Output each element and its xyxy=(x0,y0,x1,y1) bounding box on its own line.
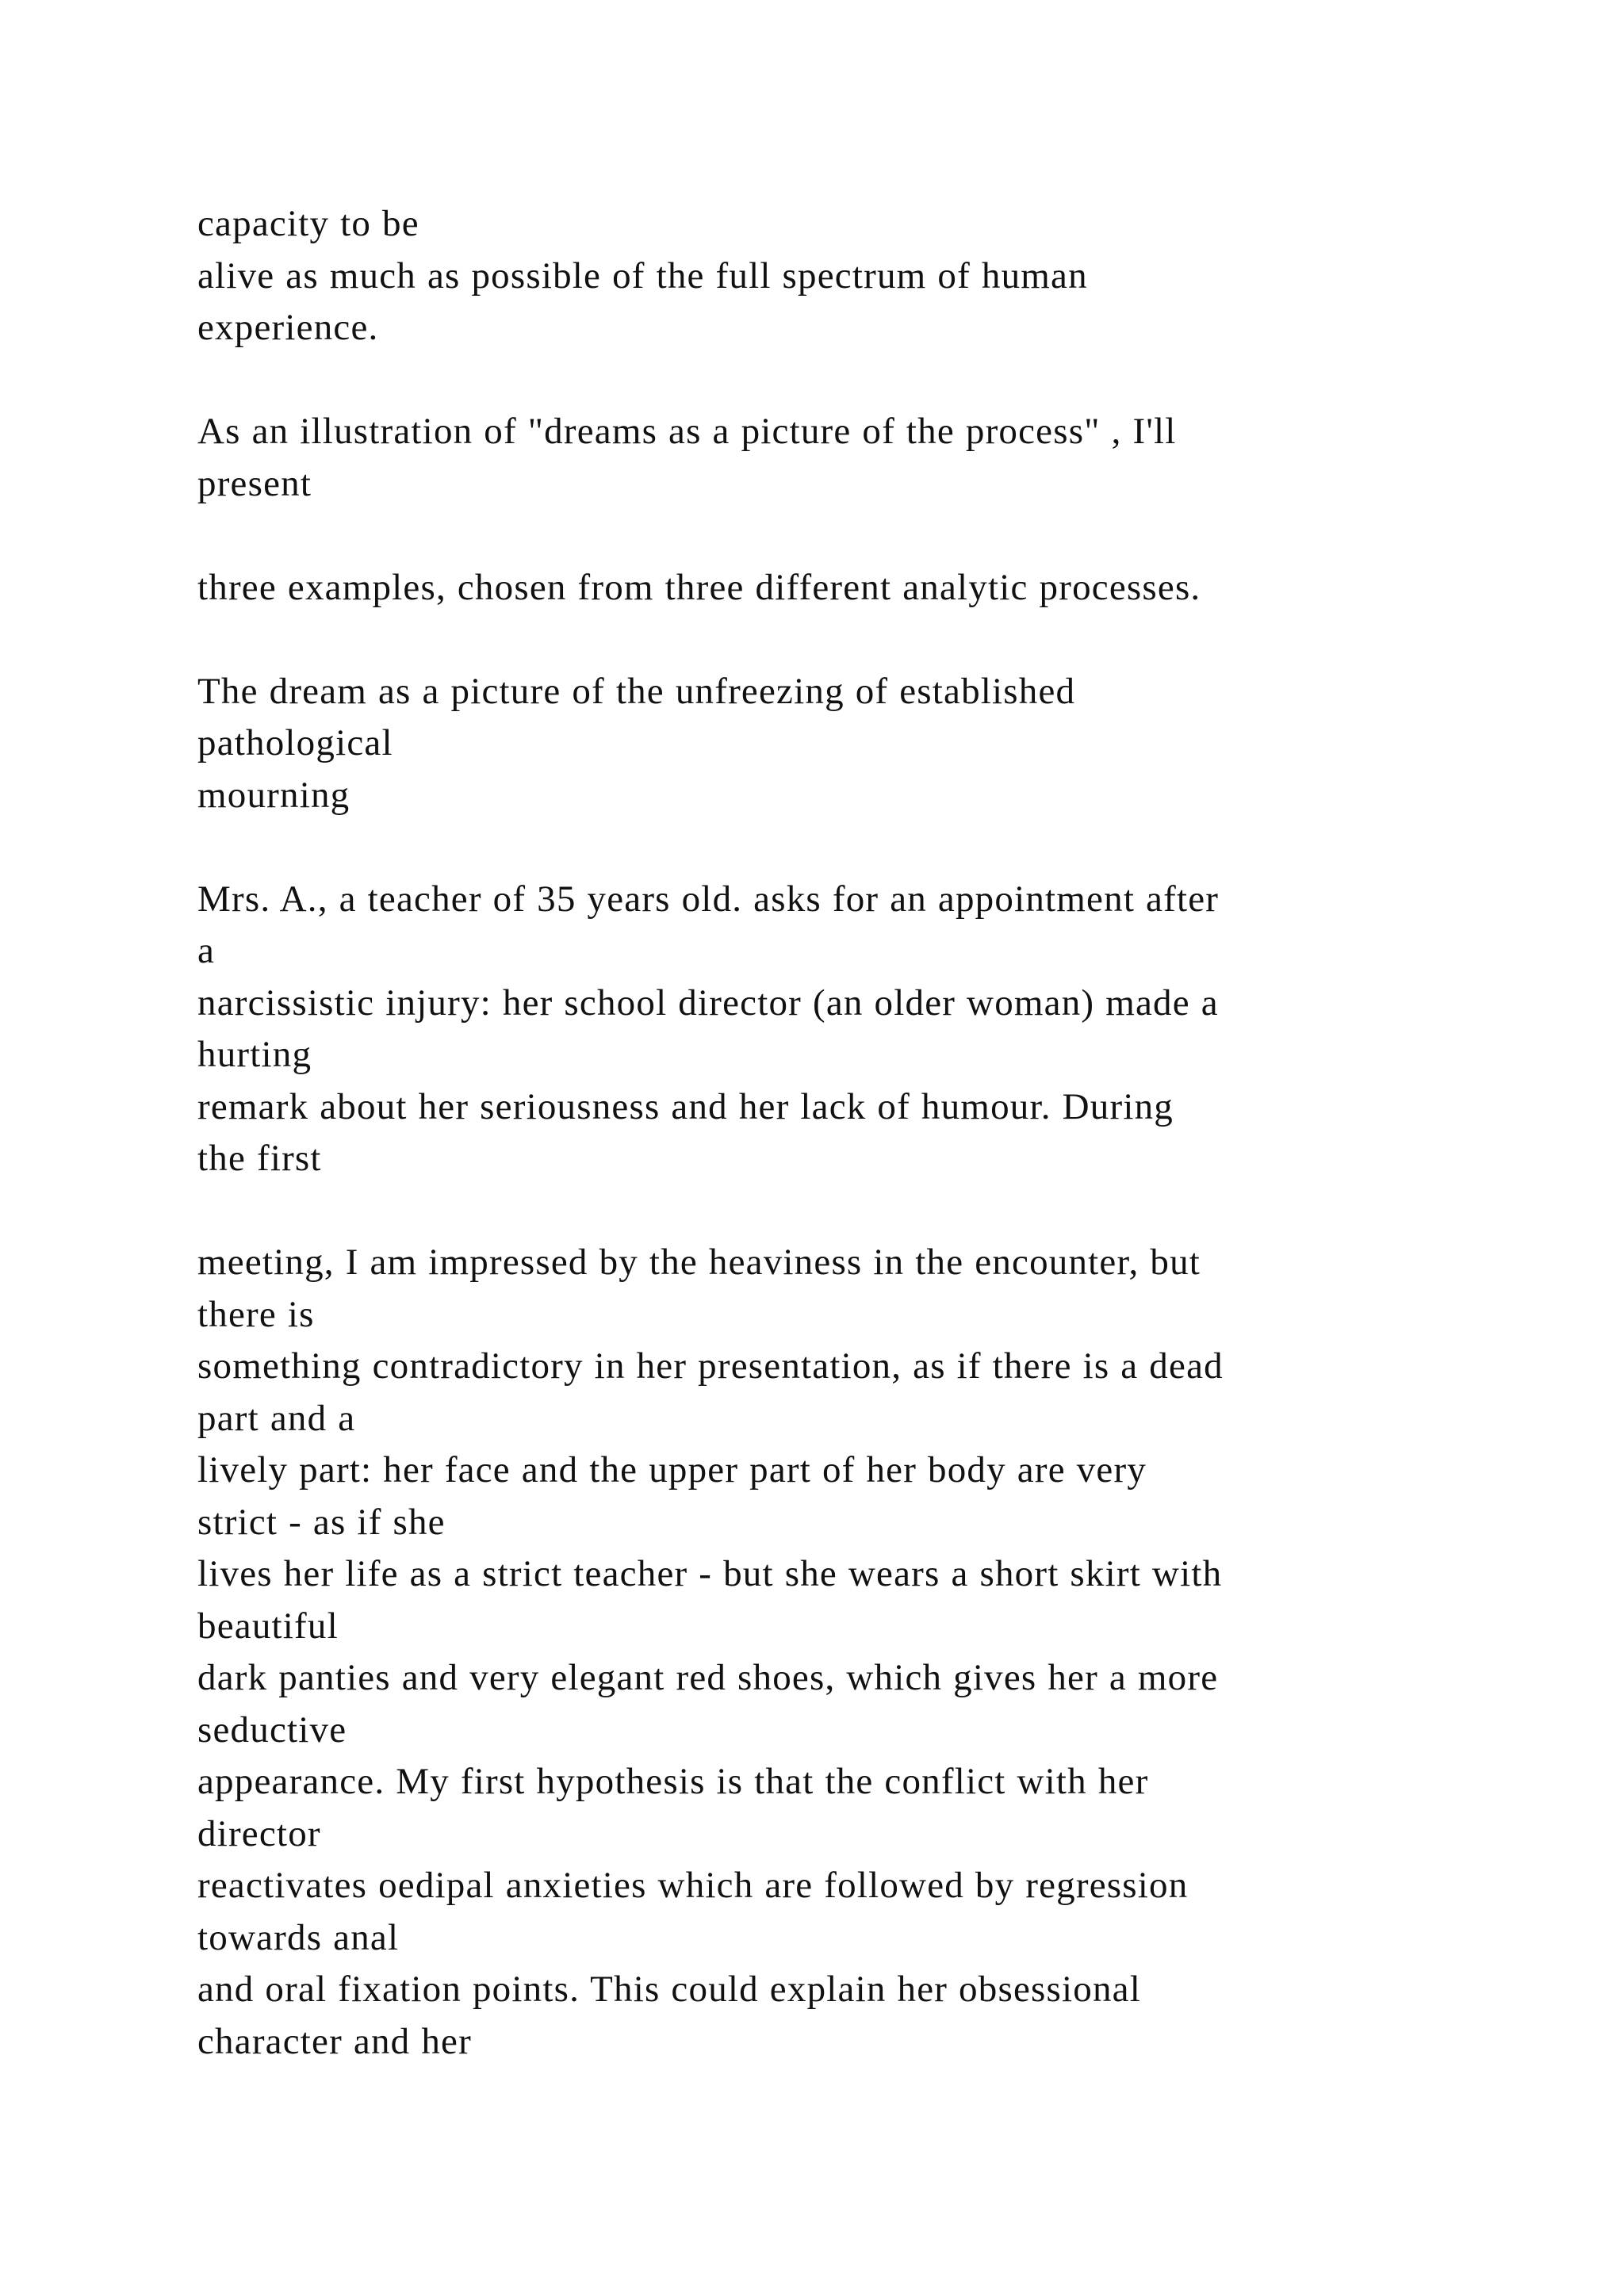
text-line: something contradictory in her presentation, as if there is a dead xyxy=(197,1345,1224,1387)
text-line: beautiful xyxy=(197,1605,339,1647)
text-line: director xyxy=(197,1812,321,1854)
text-line: remark about her seriousness and her lack of humour. During xyxy=(197,1085,1174,1127)
text-line: capacity to be xyxy=(197,203,419,244)
blank-line xyxy=(197,821,1545,874)
text-line: and oral fixation points. This could explain her obsessional xyxy=(197,1969,1141,2010)
text-line: there is xyxy=(197,1293,315,1335)
text-line: Mrs. A., a teacher of 35 years old. asks for an appointment after xyxy=(197,878,1220,920)
text-line: part and a xyxy=(197,1397,356,1439)
text-line: character and her xyxy=(197,2020,472,2062)
text-line: alive as much as possible of the full spectrum of human xyxy=(197,254,1088,297)
blank-line xyxy=(197,1185,1545,1238)
text-line: towards anal xyxy=(197,1916,400,1958)
text-line: three examples, chosen from three different analytic processes. xyxy=(197,566,1201,608)
text-line: experience. xyxy=(197,307,379,348)
blank-line xyxy=(197,614,1545,666)
blank-line xyxy=(197,354,1545,407)
text-line: As an illustration of "dreams as a picture of the process" , I'll xyxy=(197,411,1177,452)
section-heading-line: The dream as a picture of the unfreezing of established xyxy=(197,670,1076,712)
text-line: present xyxy=(197,462,312,504)
blank-line xyxy=(197,510,1545,562)
section-heading-line: mourning xyxy=(197,774,350,816)
text-line: the first xyxy=(197,1138,322,1179)
text-line: narcissistic injury: her school director (an older woman) made a xyxy=(197,982,1219,1024)
text-line: lives her life as a strict teacher - but she wears a short skirt with xyxy=(197,1553,1223,1594)
section-heading-line: pathological xyxy=(197,722,393,763)
text-line: seductive xyxy=(197,1709,347,1751)
text-line: strict - as if she xyxy=(197,1501,446,1543)
text-line: meeting, I am impressed by the heaviness in the encounter, but xyxy=(197,1242,1201,1283)
text-line: lively part: her face and the upper part of her body are very xyxy=(197,1449,1147,1490)
text-line: a xyxy=(197,930,216,971)
text-line: reactivates oedipal anxieties which are followed by regression xyxy=(197,1865,1189,1906)
text-line: dark panties and very elegant red shoes, which gives her a more xyxy=(197,1657,1219,1698)
body-text xyxy=(197,198,1545,2068)
text-line: appearance. My first hypothesis is that the conflict with her xyxy=(197,1761,1149,1802)
text-line: hurting xyxy=(197,1034,312,1075)
